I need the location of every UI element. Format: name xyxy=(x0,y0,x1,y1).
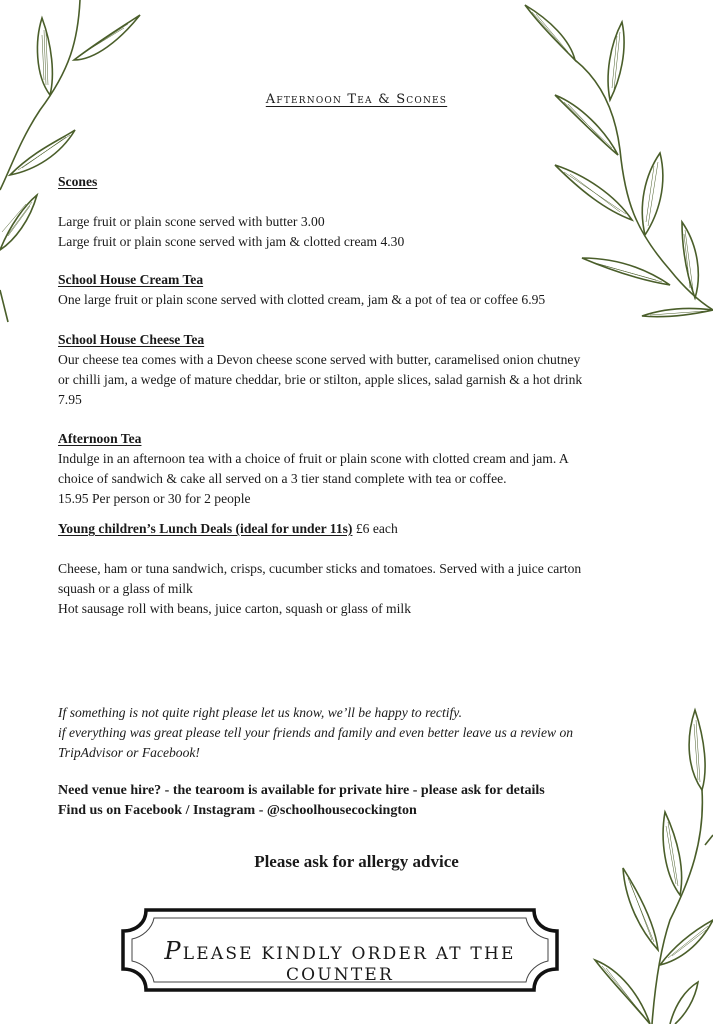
section-price: £6 each xyxy=(355,521,398,536)
section-scones xyxy=(58,172,658,252)
section-heading: School House Cheese Tea xyxy=(58,332,205,347)
menu-title: Afternoon Tea & Scones xyxy=(265,92,448,107)
menu-item: Large fruit or plain scone served with jam & clotted cream 4.30 xyxy=(58,234,405,249)
venue-hire-text: Need venue hire? - the tearoom is available for private hire - please ask for details xyxy=(58,783,545,798)
sign-initial: P xyxy=(164,937,183,965)
order-at-counter-sign xyxy=(120,907,560,993)
menu-item: Our cheese tea comes with a Devon cheese scone served with butter, caramelised onion chutney xyxy=(58,352,581,367)
feedback-note xyxy=(58,703,658,763)
section-childrens-lunch xyxy=(58,519,658,619)
menu-item: or chilli jam, a wedge of mature cheddar, brie or stilton, apple slices, salad garnish & a hot drink xyxy=(58,372,583,387)
feedback-line: If something is not quite right please let us know, we’ll be happy to rectify. xyxy=(58,705,462,720)
menu-item-price: 7.95 xyxy=(58,392,82,407)
social-handle-text: Find us on Facebook / Instagram - @schoolhousecockington xyxy=(58,803,417,818)
contact-info xyxy=(58,781,658,821)
menu-item: One large fruit or plain scone served with clotted cream, jam & a pot of tea or coffee 6.95 xyxy=(58,292,546,307)
menu-item: Hot sausage roll with beans, juice carton, squash or glass of milk xyxy=(58,601,411,616)
menu-item: Cheese, ham or tuna sandwich, crisps, cucumber sticks and tomatoes. Served with a juice carton xyxy=(58,561,582,576)
feedback-line: TripAdvisor or Facebook! xyxy=(58,745,200,760)
menu-item: choice of sandwich & cake all served on a 3 tier stand complete with tea or coffee. xyxy=(58,471,507,486)
sign-rest: LEASE KINDLY ORDER AT THE COUNTER xyxy=(182,944,516,985)
section-heading: Young children’s Lunch Deals (ideal for under 11s) xyxy=(58,521,353,536)
section-afternoon-tea xyxy=(58,429,658,509)
section-cheese-tea xyxy=(58,330,658,410)
menu-item-price: 15.95 Per person or 30 for 2 people xyxy=(58,491,251,506)
spacer xyxy=(58,539,658,559)
sign-text xyxy=(120,937,560,985)
spacer xyxy=(58,192,658,212)
menu-item: Indulge in an afternoon tea with a choice of fruit or plain scone with clotted cream and jam. A xyxy=(58,451,569,466)
allergy-notice: Please ask for allergy advice xyxy=(254,852,459,871)
feedback-line: if everything was great please tell your friends and family and even better leave us a review on xyxy=(58,725,574,740)
menu-item: Large fruit or plain scone served with butter 3.00 xyxy=(58,214,325,229)
section-cream-tea xyxy=(58,270,658,310)
section-heading: Scones xyxy=(58,174,98,189)
menu-item: squash or a glass of milk xyxy=(58,581,193,596)
section-heading: Afternoon Tea xyxy=(58,431,142,446)
section-heading: School House Cream Tea xyxy=(58,272,204,287)
